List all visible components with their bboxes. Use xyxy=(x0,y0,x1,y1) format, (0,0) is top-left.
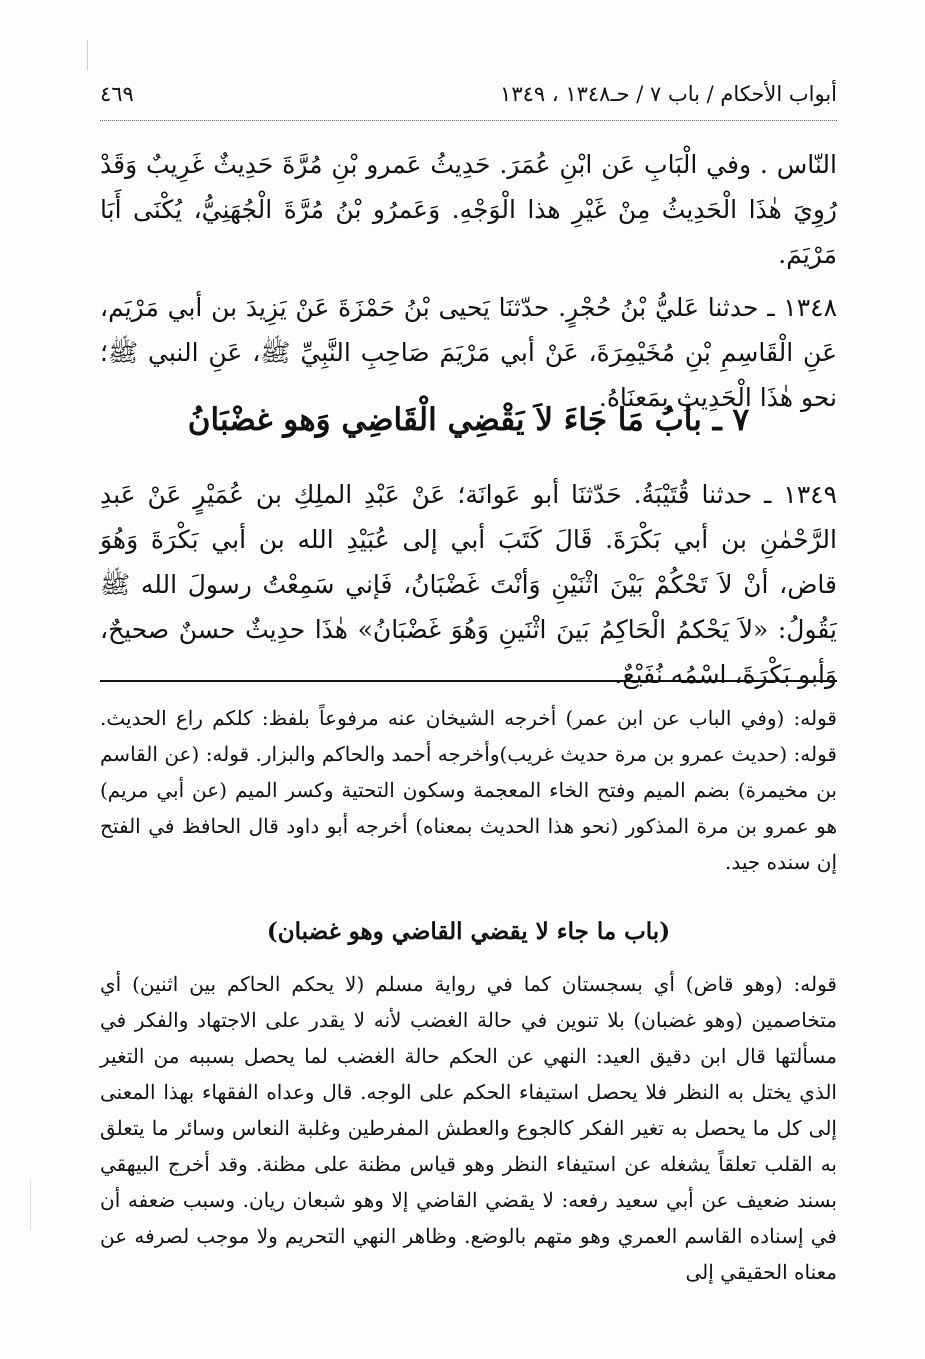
scan-artifact xyxy=(87,40,88,70)
scan-artifact xyxy=(30,1180,31,1230)
running-title: أبواب الأحكام / باب ٧ / حـ١٣٤٨ ، ١٣٤٩ xyxy=(500,82,837,106)
commentary-section-2 xyxy=(100,966,837,1290)
commentary-paragraph: قوله: (وفي الباب عن ابن عمر) أخرجه الشيخان عنه مرفوعاً بلفظ: كلكم راع الحديث. قوله: (حديث عمرو بن مرة حديث غريب)وأخرجه أحمد والحاكم والبزار. قوله: (عن القاسم بن مخيمرة) بضم الميم وفتح الخاء المعجمة وسكون التحتية وكسر الميم (عن أبي مريم) هو عمرو بن مرة المذكور (نحو هذا الحديث بمعناه) أخرجه أبو داود قال الحافظ في الفتح إن سنده جيد. xyxy=(100,706,837,874)
page-number: ٤٦٩ xyxy=(100,82,134,106)
hadith-1348: ١٣٤٨ ـ حدثنا عَليُّ بْنُ حُجْرٍ. حدّثنَا يَحيى بْنُ حَمْزَةَ عَنْ يَزِيدَ بن أبي مَرْيَم، عَنِ الْقَاسِمِ بْنِ مُخَيْمِرَةَ، عَنْ أبي مَرْيَمَ صَاحِبِ النَّبِيِّ ﷺ، عَنِ النبي ﷺ؛ نحو هٰذَا الْحَدِيثِ بِمَعنَاهُ. xyxy=(100,293,837,412)
main-text-top xyxy=(100,142,837,420)
commentary-subheading: (باب ما جاء لا يقضي القاضي وهو غضبان) xyxy=(266,918,671,945)
commentary-section-1 xyxy=(100,700,837,880)
footnote-divider xyxy=(100,680,837,682)
commentary-paragraph: قوله: (وهو قاض) أي بسجستان كما في رواية مسلم (لا يحكم الحاكم بين اثنين) أي متخاصمين (وهو غضبان) بلا تنوين في حالة الغضب لأنه لا يقدر على الاجتهاد والفكر في مسألتها قال ابن دقيق العيد: النهي عن الحكم حالة الغضب لما يحصل بسببه من التغير الذي يختل به النظر فلا يحصل استيفاء الحكم على الوجه. قال وعداه الفقهاء بهذا المعنى إلى كل ما يحصل به تغير الفكر كالجوع والعطش المفرطين وغلبة النعاس وسائر ما يتعلق به القلب تعلقاً يشغله عن استيفاء النظر وهو قياس مظنة على مظنة. وقد أخرج البيهقي بسند ضعيف عن أبي سعيد رفعه: لا يقضي القاضي إلا وهو شبعان ريان. وسبب ضعفه أن في إسناده القاسم العمري وهو متهم بالوضع. وظاهر النهي التحريم ولا موجب لصرفه عن معناه الحقيقي إلى xyxy=(100,972,837,1284)
main-text-bottom xyxy=(100,472,837,697)
main-paragraph: النّاس . وفي الْبَابِ عَن ابْنِ عُمَرَ. حَدِيثُ عَمرو بْنِ مُرَّةَ حَدِيثٌ غَرِيبٌ وَقَدْ رُوِيَ هٰذَا الْحَدِيثُ مِنْ غَيْرِ هذا الْوَجْهِ. وَعَمرُو بْنُ مُرَّةَ الْجُهَنِيُّ، يُكْنَى أَبَا مَرْيَمَ. xyxy=(100,150,837,269)
running-header xyxy=(100,82,837,121)
chapter-title: ٧ ـ بابُ مَا جَاءَ لاَ يَقْضِي الْقَاضِي وَهو غضْبَانُ xyxy=(187,402,750,438)
hadith-1349: ١٣٤٩ ـ حدثنا قُتَيْبَةُ. حَدّثنَا أبو عَوانَة؛ عَنْ عَبْدِ الملِكِ بن عُمَيْرٍ عَنْ عَبدِ الرَّحْمٰنِ بن أبي بَكْرَةَ. قَالَ كَتَبَ أبي إلى عُبَيْدِ الله بن أبي بَكْرَةَ وَهُوَ قاض، أنْ لاَ تَحْكُمْ بَيْنَ اثْنَيْنِ وَأنْتَ غَضْبَانُ، فَإني سَمِعْتُ رسولَ الله ﷺ يَقُولُ: «لاَ يَحْكمُ الْحَاكِمُ بَينَ اثْنَينِ وَهُوَ غَضْبَانُ» هٰذَا حدِيثٌ حسنٌ صحيحٌ، وَأبو بَكْرَةَ، اسْمُه نُفَيْعٌ. xyxy=(100,480,837,689)
